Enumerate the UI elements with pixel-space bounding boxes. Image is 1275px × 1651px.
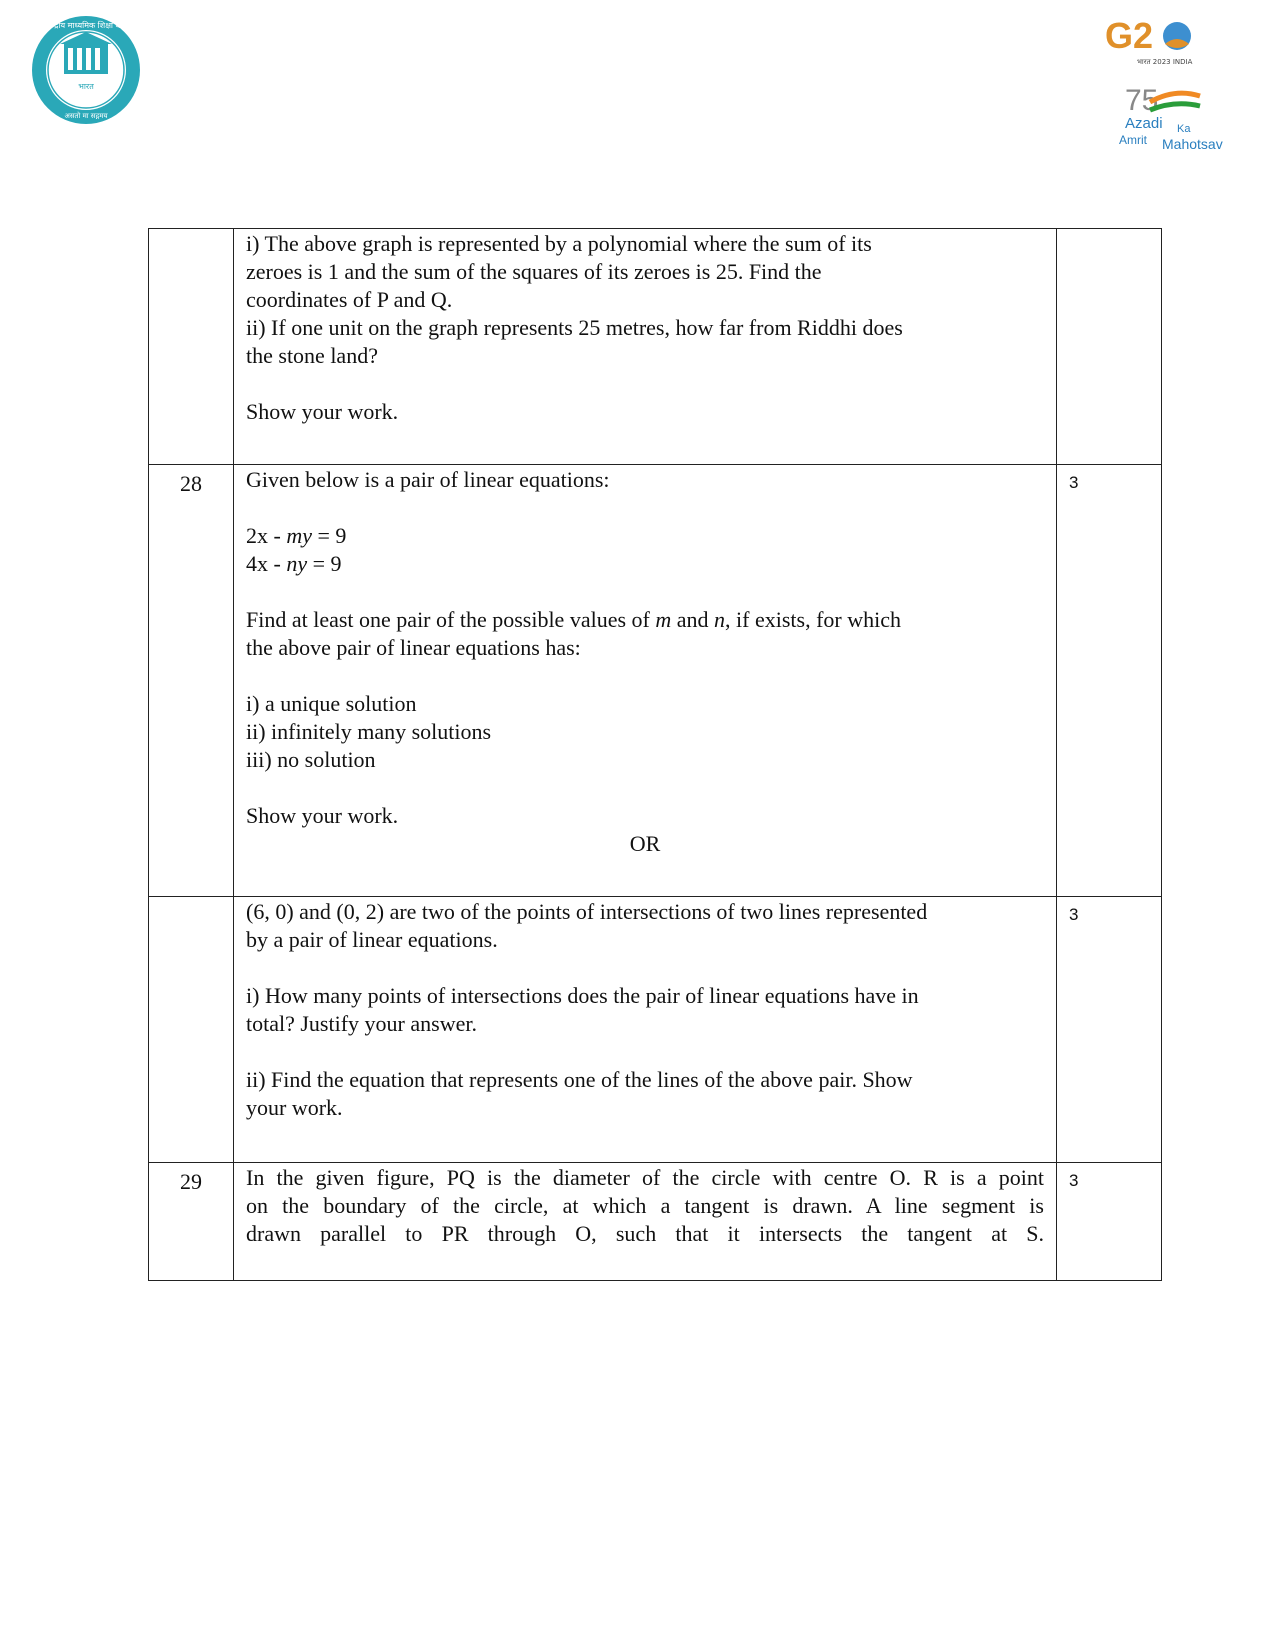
question-text: In the given figure, PQ is the diameter of the circle with centre O. R is a point on the boundary of the circle, at which a tangent is drawn. A line segment is drawn parallel to PR through O, such that it intersects the tangent at S. — [234, 1163, 1057, 1281]
cbse-emblem-logo — [30, 14, 142, 126]
svg-text:Azadi: Azadi — [1125, 115, 1163, 132]
svg-text:75: 75 — [1125, 84, 1159, 117]
question-row — [149, 1163, 1162, 1281]
g20-and-azadi-ka-amrit-mahotsav-logos — [1105, 10, 1235, 160]
question-text: Given below is a pair of linear equations: 2x - my = 9 4x - ny = 9 Find at least one pair of the possible values of m and n, if exists, for which the above pair of linear equations has: i) a unique solution ii) infinitely many solutions iii) no solution Show your work. OR — [234, 465, 1057, 897]
question-number — [149, 897, 234, 1163]
svg-text:Ka: Ka — [1177, 123, 1191, 135]
question-number — [149, 229, 234, 465]
emblem-motto-text: असतो मा सद्गमय — [64, 112, 108, 120]
question-number: 29 — [149, 1163, 234, 1281]
svg-text:G2: G2 — [1105, 15, 1154, 56]
svg-text:Mahotsav: Mahotsav — [1162, 136, 1223, 152]
question-marks: 3 — [1057, 465, 1162, 897]
question-marks: 3 — [1057, 897, 1162, 1163]
or-separator: OR — [629, 831, 661, 856]
emblem-bharat-text: भारत — [78, 82, 94, 91]
question-marks: 3 — [1057, 1163, 1162, 1281]
svg-text:Amrit: Amrit — [1119, 133, 1147, 147]
equation: 4x - ny = 9 — [246, 551, 342, 576]
question-table — [148, 228, 1162, 1281]
question-row — [149, 229, 1162, 465]
question-marks — [1057, 229, 1162, 465]
question-text: i) The above graph is represented by a polynomial where the sum of its zeroes is 1 and the sum of the squares of its zeroes is 25. Find the coordinates of P and Q. ii) If one unit on the graph represents 25 metres, how far from Riddhi does the stone land? Show your work. — [234, 229, 1057, 465]
svg-text:भारत 2023 INDIA: भारत 2023 INDIA — [1137, 58, 1193, 66]
question-text: (6, 0) and (0, 2) are two of the points of intersections of two lines represented by a pair of linear equations. i) How many points of intersections does the pair of linear equations have in total? Justify your answer. ii) Find the equation that represents one of the lines of the above pair. Show your work. — [234, 897, 1057, 1163]
question-row — [149, 897, 1162, 1163]
question-row — [149, 465, 1162, 897]
equation: 2x - my = 9 — [246, 523, 347, 548]
question-number: 28 — [149, 465, 234, 897]
emblem-ring-text: केन्द्रीय माध्यमिक शिक्षा बोर्ड — [45, 21, 127, 30]
